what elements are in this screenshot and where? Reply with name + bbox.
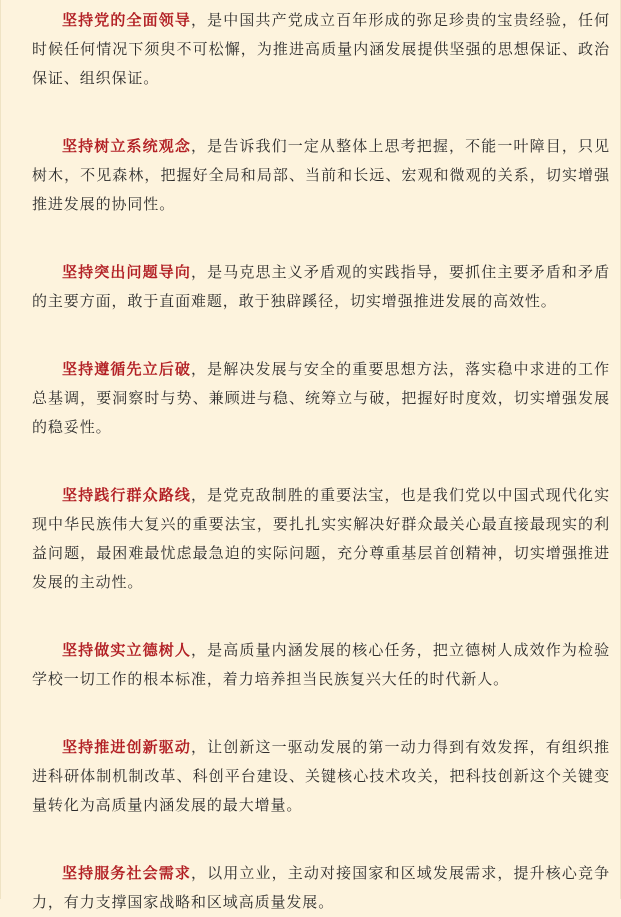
paragraph-lead: 坚持党的全面领导 [62, 11, 191, 29]
paragraph-establish-before-break [32, 355, 610, 442]
paragraph-lead: 坚持遵循先立后破 [62, 360, 191, 378]
paragraph-lead: 坚持树立系统观念 [62, 137, 191, 155]
paragraph-body: ，是中国共产党成立百年形成的弥足珍贵的宝贵经验，任何时候任何情况下须臾不可松懈，为推进高质量内涵发展提供坚强的思想保证、政治保证、组织保证。 [32, 11, 611, 87]
paragraph-lead: 坚持推进创新驱动 [62, 738, 191, 756]
paragraph-body: ，是高质量内涵发展的核心任务，把立德树人成效作为检验学校一切工作的根本标准，着力培养担当民族复兴大任的时代新人。 [32, 641, 611, 688]
paragraph-system-view [32, 132, 610, 219]
paragraph-lead: 坚持服务社会需求 [62, 864, 191, 882]
paragraph-body: ，让创新这一驱动发展的第一动力得到有效发挥，有组织推进科研体制机制改革、科创平台建设、关键核心技术攻关，把科技创新这个关键变量转化为高质量内涵发展的最大增量。 [32, 738, 611, 814]
paragraph-body: ，是党克敌制胜的重要法宝，也是我们党以中国式现代化实现中华民族伟大复兴的重要法宝，要扎扎实实解决好群众最关心最直接最现实的利益问题，最困难最忧虑最急迫的实际问题，充分尊重基层首创精神，切实增强推进发展的主动性。 [32, 486, 611, 591]
paragraph-party-leadership [32, 6, 610, 93]
paragraph-innovation-driven [32, 733, 610, 820]
paragraph-problem-oriented [32, 258, 610, 316]
paragraph-body: ，是马克思主义矛盾观的实践指导，要抓住主要矛盾和矛盾的主要方面，敢于直面难题，敢于独辟蹊径，切实增强推进发展的高效性。 [32, 263, 611, 310]
paragraph-mass-line [32, 481, 610, 597]
paragraph-lead: 坚持突出问题导向 [62, 263, 191, 281]
paragraph-body: ，是解决发展与安全的重要思想方法，落实稳中求进的工作总基调，要洞察时与势、兼顾进与稳、统筹立与破，把握好时度效，切实增强发展的稳妥性。 [32, 360, 611, 436]
paragraph-body: ，是告诉我们一定从整体上思考把握，不能一叶障目，只见树木，不见森林，把握好全局和局部、当前和长远、宏观和微观的关系，切实增强推进发展的协同性。 [32, 137, 611, 213]
paragraph-moral-education [32, 636, 610, 694]
paragraph-lead: 坚持践行群众路线 [62, 486, 191, 504]
paragraph-body: ，以用立业，主动对接国家和区域发展需求，提升核心竞争力，有力支撑国家战略和区域高质量发展。 [32, 864, 611, 911]
paragraph-social-needs [32, 859, 610, 917]
paragraph-lead: 坚持做实立德树人 [62, 641, 191, 659]
